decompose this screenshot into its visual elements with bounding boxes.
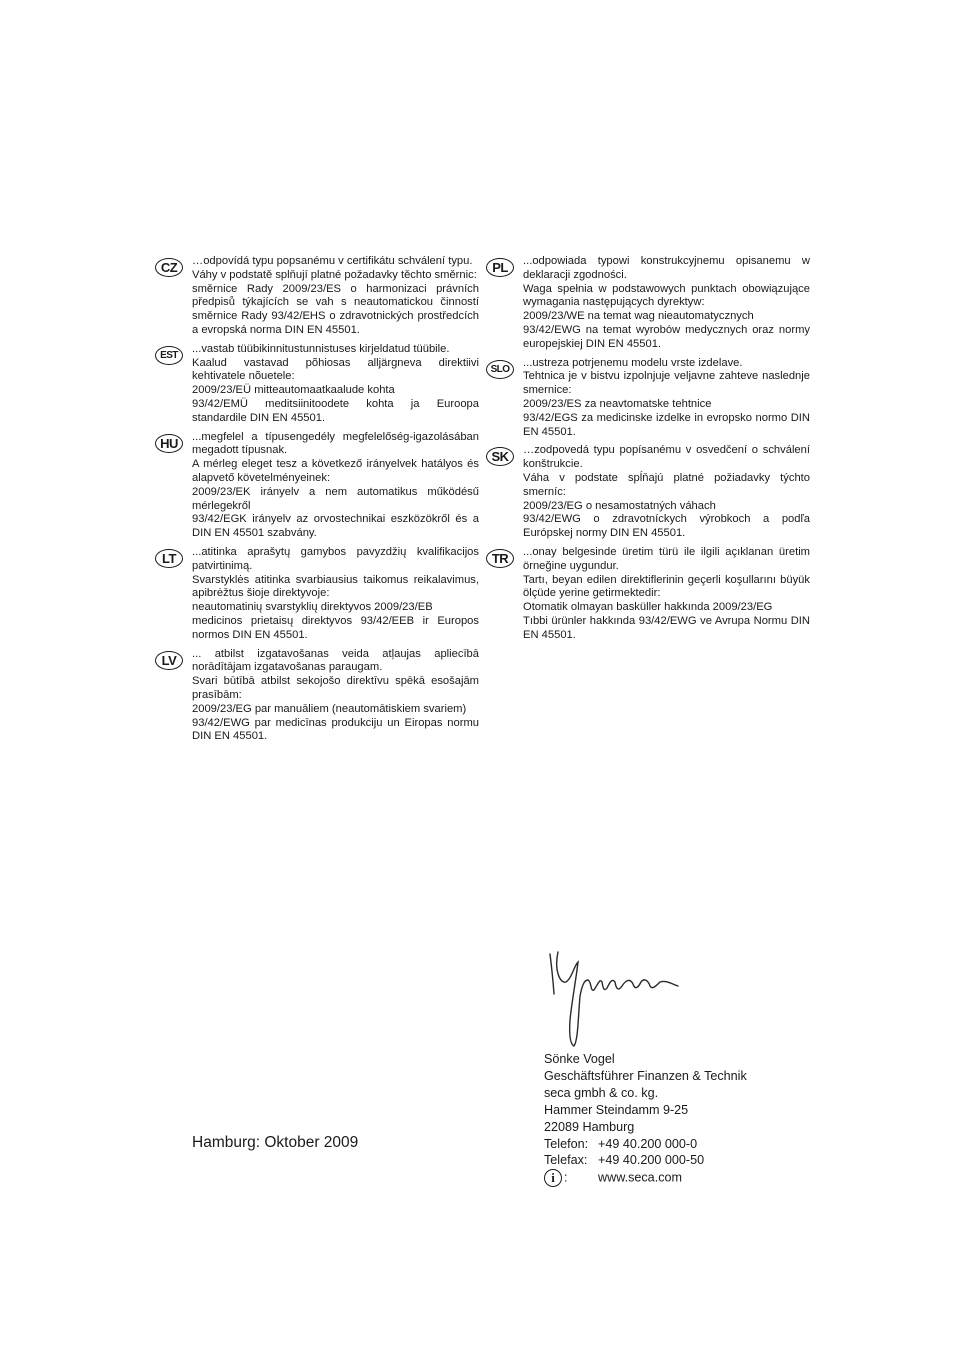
declaration-line: 2009/23/EG o nesamostatných váhach bbox=[523, 499, 716, 512]
place-date: Hamburg: Oktober 2009 bbox=[192, 1134, 359, 1151]
badge-wrap bbox=[155, 546, 192, 568]
web-row bbox=[544, 1169, 747, 1187]
info-icon: i bbox=[544, 1169, 562, 1187]
fax-label: Telefax: bbox=[544, 1153, 588, 1168]
country-code-badge: EST bbox=[155, 346, 183, 365]
badge-wrap bbox=[486, 255, 523, 277]
company-name: seca gmbh & co. kg. bbox=[544, 1085, 659, 1100]
contact-block bbox=[544, 1051, 747, 1187]
language-block-lt bbox=[155, 546, 479, 643]
declaration-text bbox=[523, 546, 810, 643]
web-separator: : bbox=[564, 1170, 568, 1185]
website-link[interactable]: www.seca.com bbox=[598, 1170, 682, 1185]
fax-row bbox=[544, 1152, 747, 1169]
declaration-line: A mérleg eleget tesz a következő irányelvek hatályos és alapvető követelményeinek: bbox=[192, 458, 479, 484]
declaration-line: Tartı, beyan edilen direktiflerinin geçerli koşullarını büyük ölçüde yerine getirmektedir: bbox=[523, 573, 810, 600]
declaration-line: Váhy v podstatě splňují platné požadavky těchto směrnic: bbox=[192, 268, 477, 281]
declaration-line: 93/42/EWG par medicīnas produkciju un Eiropas normu DIN EN 45501. bbox=[192, 716, 479, 743]
declaration-line: 2009/23/EK irányelv a nem automatikus működésű mérlegekről bbox=[192, 485, 479, 512]
declaration-line: ...atitinka aprašytų gamybos pavyzdžių kvalifikacijos patvirtinimą. bbox=[192, 545, 479, 572]
language-block-hu bbox=[155, 431, 479, 541]
declaration-line: Svari būtībā atbilst sekojošo direktīvu spēkā esošajām prasībām: bbox=[192, 675, 479, 701]
language-block-slo bbox=[486, 357, 810, 440]
declaration-text bbox=[523, 444, 810, 541]
declaration-text bbox=[523, 357, 810, 440]
badge-wrap bbox=[155, 343, 192, 365]
street-address: Hammer Steindamm 9-25 bbox=[544, 1102, 689, 1117]
declaration-text bbox=[192, 431, 479, 541]
signatory-name: Sönke Vogel bbox=[544, 1052, 615, 1066]
declaration-line: …zodpovedá typu popísanému v osvedčení o schválení konštrukcie. bbox=[523, 444, 810, 471]
declaration-text bbox=[192, 648, 479, 745]
declaration-line: Tehtnica je v bistvu izpolnjuje veljavne zahteve naslednje smernice: bbox=[523, 370, 810, 397]
badge-wrap bbox=[486, 357, 523, 379]
declaration-line: 2009/23/EG par manuāliem (neautomātiskiem svariem) bbox=[192, 702, 467, 715]
country-code-badge: TR bbox=[486, 549, 514, 568]
language-block-sk bbox=[486, 444, 810, 541]
badge-wrap bbox=[155, 255, 192, 277]
signature-image bbox=[540, 940, 690, 1050]
country-code-badge: SLO bbox=[486, 360, 514, 379]
badge-wrap bbox=[486, 546, 523, 568]
declaration-line: Waga spełnia w podstawowych punktach obowiązujące wymagania następujących dyrektyw: bbox=[523, 282, 810, 309]
country-code-badge: HU bbox=[155, 434, 183, 453]
declaration-line: Tıbbi ürünler hakkında 93/42/EWG ve Avrupa Normu DIN EN 45501. bbox=[523, 614, 810, 641]
declaration-text bbox=[192, 255, 479, 338]
language-block-cz bbox=[155, 255, 479, 338]
city-address: 22089 Hamburg bbox=[544, 1119, 635, 1134]
declaration-line: ...odpowiada typowi konstrukcyjnemu opisanemu w deklaracji zgodności. bbox=[523, 255, 810, 281]
declaration-line: Otomatik olmayan basküller hakkında 2009/23/EG bbox=[523, 601, 773, 614]
language-block-est bbox=[155, 343, 479, 426]
badge-wrap bbox=[155, 648, 192, 670]
declaration-line: 2009/23/EÜ mitteautomaatkaalude kohta bbox=[192, 384, 395, 397]
declaration-line: 2009/23/WE na temat wag nieautomatycznych bbox=[523, 310, 754, 323]
declaration-line: směrnice Rady 2009/23/ES o harmonizaci právních předpisů týkajících se vah s neautomatickou činností směrnice Rady 93/42/EHS o zdravotnických prostředcích a evropská norma DIN EN 45501. bbox=[192, 282, 479, 336]
declaration-line: 93/42/EWG na temat wyrobów medycznych oraz normy europejskiej DIN EN 45501. bbox=[523, 323, 810, 350]
declaration-text bbox=[192, 546, 479, 643]
declaration-line: ...onay belgesinde üretim türü ile ilgili açıklanan üretim örneğine uygundur. bbox=[523, 545, 810, 572]
declaration-line: neautomatinių svarstyklių direktyvos 2009/23/EB bbox=[192, 601, 433, 614]
badge-wrap bbox=[155, 431, 192, 453]
language-block-tr bbox=[486, 546, 810, 643]
declaration-line: Kaalud vastavad põhiosas alljärgneva direktiivi kehtivatele nõuetele: bbox=[192, 356, 479, 383]
declaration-line: Váha v podstate spĺňajú platné požiadavky týchto smerníc: bbox=[523, 471, 810, 498]
declaration-line: 93/42/EWG o zdravotníckych výrobkoch a podľa Európskej normy DIN EN 45501. bbox=[523, 513, 810, 540]
declaration-line: 93/42/EGS za medicinske izdelke in evropsko normo DIN EN 45501. bbox=[523, 411, 810, 438]
phone-row bbox=[544, 1136, 747, 1153]
declaration-line: 2009/23/ES za neavtomatske tehtnice bbox=[523, 397, 712, 410]
declaration-line: Svarstyklės atitinka svarbiausius taikomus reikalavimus, apibrėžtus šioje direktyvoje: bbox=[192, 573, 479, 600]
phone-label: Telefon: bbox=[544, 1136, 589, 1151]
declaration-text bbox=[523, 255, 810, 352]
signatory-title: Geschäftsführer Finanzen & Technik bbox=[544, 1068, 747, 1083]
country-code-badge: CZ bbox=[155, 258, 183, 277]
declaration-line: 93/42/EGK irányelv az orvostechnikai eszközökről és a DIN EN 45501 szabvány. bbox=[192, 513, 479, 540]
declaration-line: 93/42/EMÜ meditsiinitoodete kohta ja Euroopa standardile DIN EN 45501. bbox=[192, 397, 479, 424]
country-code-badge: LT bbox=[155, 549, 183, 568]
declaration-line: ...ustreza potrjenemu modelu vrste izdelave. bbox=[523, 356, 743, 369]
declaration-line: ... atbilst izgatavošanas veida atļaujas apliecībā norādītājam izgatavošanas paraugam. bbox=[192, 647, 479, 674]
declaration-line: …odpovídá typu popsanému v certifikátu schválení typu. bbox=[192, 255, 473, 267]
declaration-text bbox=[192, 343, 479, 426]
country-code-badge: LV bbox=[155, 651, 183, 670]
fax-number: +49 40.200 000-50 bbox=[598, 1153, 705, 1168]
declaration-line: ...vastab tüübikinnitustunnistuses kirjeldatud tüübile. bbox=[192, 342, 450, 355]
left-column bbox=[155, 255, 479, 749]
language-block-lv bbox=[155, 648, 479, 745]
phone-number: +49 40.200 000-0 bbox=[598, 1136, 698, 1151]
badge-wrap bbox=[486, 444, 523, 466]
language-block-pl bbox=[486, 255, 810, 352]
declaration-line: ...megfelel a típusengedély megfelelőség-igazolásában megadott típusnak. bbox=[192, 430, 479, 457]
right-column bbox=[486, 255, 810, 648]
country-code-badge: SK bbox=[486, 447, 514, 466]
web-label bbox=[544, 1169, 598, 1187]
declaration-line: medicinos prietaisų direktyvos 93/42/EEB ir Europos normos DIN EN 45501. bbox=[192, 614, 479, 641]
country-code-badge: PL bbox=[486, 258, 514, 277]
